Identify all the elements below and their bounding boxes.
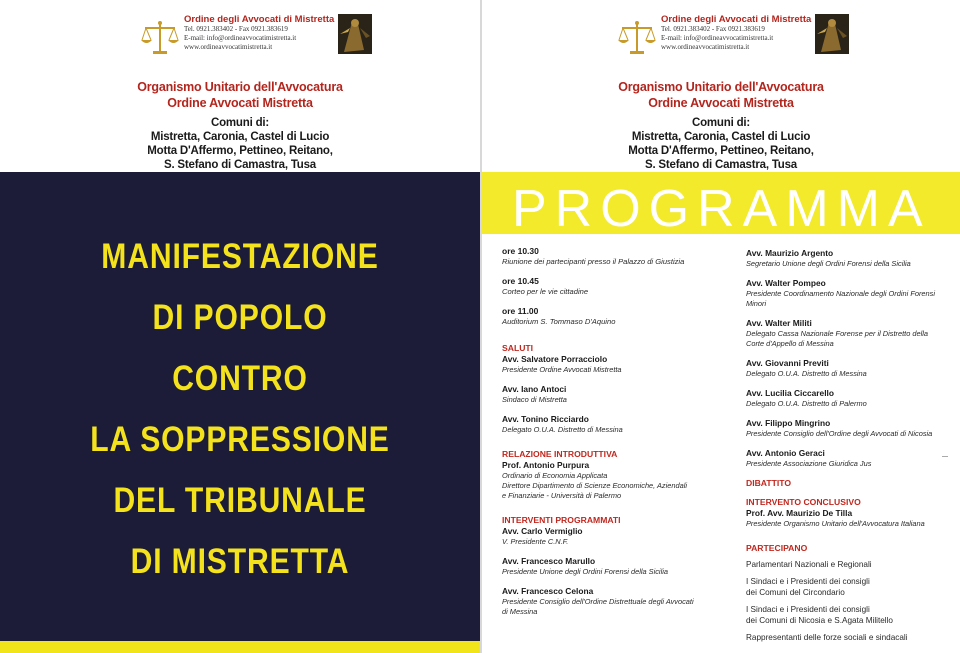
speaker-name: Avv. Francesco Celona [502, 586, 594, 596]
speaker-name: Avv. Giovanni Previti [746, 358, 829, 368]
scales-of-justice-icon [140, 18, 180, 58]
speaker-role: di Messina [502, 607, 538, 616]
speaker-name: Avv. Iano Antoci [502, 384, 567, 394]
speaker-role: Presidente Coordinamento Nazionale degli Ordini Forensi [746, 289, 935, 298]
program-column-right [746, 248, 960, 649]
scales-of-justice-icon [617, 18, 657, 58]
yellow-stripe [0, 641, 480, 653]
speaker-name: Avv. Carlo Vermiglio [502, 526, 583, 536]
speaker-role: Presidente Organismo Unitario dell'Avvocatura Italiana [746, 519, 925, 528]
speaker [746, 448, 960, 469]
speaker-role: Delegato Cassa Nazionale Forense per il Distretto della [746, 329, 928, 338]
comuni-label: Comuni di: [210, 117, 270, 129]
schedule-time: ore 10.45 [502, 276, 539, 286]
speaker-name: Avv. Maurizio Argento [746, 248, 834, 258]
comuni-line-1: Mistretta, Caronia, Castel di Lucio [150, 131, 330, 143]
speaker [746, 278, 960, 309]
speaker [746, 388, 960, 409]
headline-line-3: CONTRO [172, 359, 308, 398]
org-line-1: Organismo Unitario dell'Avvocatura [137, 80, 343, 94]
section-partecipano: PARTECIPANO [746, 543, 808, 553]
bar-logo-2 [617, 14, 857, 68]
speaker [502, 354, 737, 375]
statue-image-icon [338, 14, 372, 54]
speaker-role: Presidente Ordine Avvocati Mistretta [502, 365, 622, 374]
participant-line: I Sindaci e i Presidenti dei consigli [746, 605, 870, 614]
print-mark [942, 456, 948, 457]
comuni-block-2 [482, 116, 960, 172]
program-header [482, 0, 960, 172]
statue-image-icon [815, 14, 849, 54]
schedule-desc: Riunione dei partecipanti presso il Palazzo di Giustizia [502, 257, 685, 266]
schedule-time: ore 11.00 [502, 306, 539, 316]
section-saluti: SALUTI [502, 343, 534, 353]
speaker [502, 460, 737, 501]
speaker-role: Delegato O.U.A. Distretto di Palermo [746, 399, 867, 408]
schedule-desc: Corteo per le vie cittadine [502, 287, 589, 296]
speaker-role: Minori [746, 299, 767, 308]
participant-group [746, 604, 960, 626]
section-interventi: INTERVENTI PROGRAMMATI [502, 515, 621, 525]
speaker [502, 414, 737, 435]
headline-line-5: DEL TRIBUNALE [113, 481, 367, 520]
participant-group [746, 632, 960, 643]
bar-email-2: E-mail: info@ordineavvocatimistretta.it [661, 34, 774, 42]
headline-line-1: MANIFESTAZIONE [101, 237, 379, 276]
speaker-name: Avv. Walter Pompeo [746, 278, 826, 288]
comuni-label: Comuni di: [691, 117, 751, 129]
speaker-role: Segretario Unione degli Ordini Forensi della Sicilia [746, 259, 911, 268]
section-dibattito: DIBATTITO [746, 478, 792, 488]
bar-logo [140, 14, 380, 68]
speaker-name: Avv. Salvatore Porracciolo [502, 354, 608, 364]
speaker [502, 384, 737, 405]
speaker-name: Prof. Antonio Purpura [502, 460, 590, 470]
bar-name-2: Ordine degli Avvocati di Mistretta [661, 14, 812, 25]
speaker [502, 526, 737, 547]
organization-block [0, 79, 480, 111]
program-page [482, 0, 960, 653]
bar-website: www.ordineavvocatimistretta.it [184, 43, 273, 51]
speaker-role: Corte d'Appello di Messina [746, 339, 834, 348]
comuni-block [0, 116, 480, 172]
speaker [746, 418, 960, 439]
speaker [502, 556, 737, 577]
speaker-name: Avv. Tonino Ricciardo [502, 414, 589, 424]
speaker-name: Avv. Antonio Geraci [746, 448, 825, 458]
programma-title: PROGRAMMA [512, 180, 931, 234]
speaker-role: Presidente Associazione Giuridica Jus [746, 459, 872, 468]
participant-group [746, 559, 960, 570]
cover-header [0, 0, 480, 172]
bar-phone: Tel. 0921.383402 - Fax 0921.383619 [184, 25, 288, 33]
bar-phone-2: Tel. 0921.383402 - Fax 0921.383619 [661, 25, 765, 33]
participant-line: I Sindaci e i Presidenti dei consigli [746, 577, 870, 586]
speaker-name: Avv. Walter Militi [746, 318, 812, 328]
speaker-name: Prof. Avv. Maurizio De Tilla [746, 508, 853, 518]
program-column-left [502, 246, 737, 626]
headline-line-4: LA SOPPRESSIONE [90, 420, 390, 459]
statue-photo-2 [815, 14, 849, 54]
org-line-1: Organismo Unitario dell'Avvocatura [618, 80, 824, 94]
comuni-line-3: S. Stefano di Camastra, Tusa [163, 159, 317, 171]
speaker-name: Avv. Francesco Marullo [502, 556, 596, 566]
participant-line: Rappresentanti delle forze sociali e sindacali [746, 633, 908, 642]
speaker [746, 508, 960, 529]
speaker-role: e Finanziarie - Università di Palermo [502, 491, 622, 500]
comuni-line-2: Motta D'Affermo, Pettineo, Reitano, [628, 145, 814, 157]
speaker-role: Delegato O.U.A. Distretto di Messina [502, 425, 623, 434]
participant-line: Parlamentari Nazionali e Regionali [746, 560, 872, 569]
schedule-item [502, 276, 737, 297]
speaker-role: Ordinario di Economia Applicata [502, 471, 608, 480]
headline-panel [0, 172, 480, 653]
bar-email: E-mail: info@ordineavvocatimistretta.it [184, 34, 297, 42]
speaker [746, 358, 960, 379]
schedule-item [502, 246, 737, 267]
speaker-role: Sindaco di Mistretta [502, 395, 567, 404]
speaker [746, 318, 960, 349]
programma-band [482, 172, 960, 234]
speaker-role: Presidente Unione degli Ordini Forensi della Sicilia [502, 567, 668, 576]
speaker-role: V. Presidente C.N.F. [502, 537, 569, 546]
participant-group [746, 576, 960, 598]
section-relazione: RELAZIONE INTRODUTTIVA [502, 449, 618, 459]
speaker-name: Avv. Lucilia Ciccarello [746, 388, 834, 398]
speaker-role: Presidente Consiglio dell'Ordine degli Avvocati di Nicosia [746, 429, 933, 438]
schedule-time: ore 10.30 [502, 246, 539, 256]
speaker [502, 586, 737, 617]
comuni-line-2: Motta D'Affermo, Pettineo, Reitano, [147, 145, 333, 157]
statue-photo [338, 14, 372, 54]
comuni-line-1: Mistretta, Caronia, Castel di Lucio [631, 131, 811, 143]
speaker-role: Presidente Consiglio dell'Ordine Distrettuale degli Avvocati [502, 597, 694, 606]
org-line-2: Ordine Avvocati Mistretta [167, 96, 313, 110]
section-conclusivo: INTERVENTO CONCLUSIVO [746, 497, 861, 507]
comuni-line-3: S. Stefano di Camastra, Tusa [644, 159, 798, 171]
speaker [746, 248, 960, 269]
org-line-2: Ordine Avvocati Mistretta [648, 96, 794, 110]
speaker-role: Direttore Dipartimento di Scienze Economiche, Aziendali [502, 481, 687, 490]
headline-line-2: DI POPOLO [152, 298, 328, 337]
schedule-item [502, 306, 737, 327]
bar-website-2: www.ordineavvocatimistretta.it [661, 43, 750, 51]
participant-line: dei Comuni di Nicosia e S.Agata Militello [746, 616, 893, 625]
speaker-role: Delegato O.U.A. Distretto di Messina [746, 369, 867, 378]
schedule-desc: Auditorium S. Tommaso D'Aquino [502, 317, 616, 326]
organization-block-2 [482, 79, 960, 111]
bar-name: Ordine degli Avvocati di Mistretta [184, 14, 335, 25]
headline [0, 226, 480, 592]
headline-line-6: DI MISTRETTA [130, 542, 350, 581]
participant-line: dei Comuni del Circondario [746, 588, 845, 597]
speaker-name: Avv. Filippo Mingrino [746, 418, 831, 428]
